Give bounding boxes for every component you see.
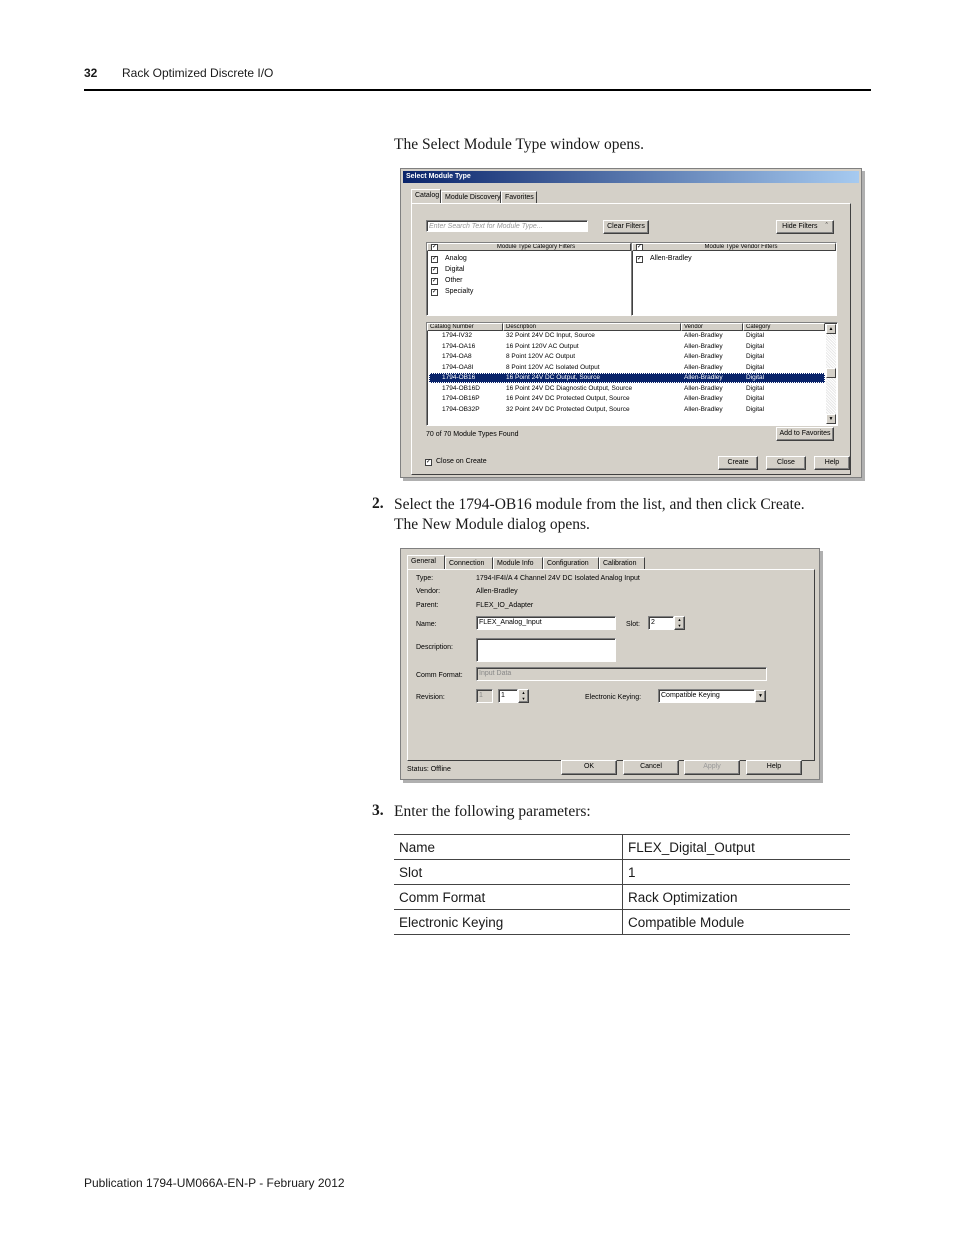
electronic-keying-label: Electronic Keying: — [585, 694, 642, 701]
add-to-favorites-button[interactable]: Add to Favorites — [776, 427, 834, 441]
chevron-down-icon[interactable]: ▼ — [755, 690, 766, 702]
category-specialty-checkbox[interactable]: ✓ — [432, 289, 438, 295]
vendor-allen-bradley-checkbox[interactable]: ✓ — [637, 256, 643, 262]
name-input[interactable]: FLEX_Analog_Input — [476, 616, 616, 630]
parent-value: FLEX_IO_Adapter — [476, 602, 534, 609]
intro-text: The Select Module Type window opens. — [394, 136, 645, 153]
param-name: Slot — [394, 860, 623, 885]
table-row-selected[interactable]: 1794-OB16 16 Point 24V DC Output, Source Allen-Bradley Digital — [429, 373, 825, 383]
window-title: Select Module Type — [403, 171, 859, 183]
scroll-thumb[interactable] — [826, 368, 836, 378]
footer-publication: Publication 1794-UM066A-EN-P - February 2012 — [84, 1176, 345, 1190]
param-value: 1 — [623, 860, 851, 885]
param-name: Comm Format — [394, 885, 623, 910]
step-2-line-2: The New Module dialog opens. — [394, 516, 590, 533]
cancel-button[interactable]: Cancel — [623, 760, 679, 775]
table-row — [394, 910, 850, 935]
table-row — [394, 885, 850, 910]
tab-catalog[interactable]: Catalog — [411, 189, 441, 203]
general-panel — [407, 569, 815, 761]
hide-filters-label: Hide Filters — [782, 223, 818, 230]
clear-filters-button[interactable]: Clear Filters — [603, 220, 649, 234]
vendor-label: Vendor: — [416, 588, 441, 595]
type-value: 1794-IF4I/A 4 Channel 24V DC Isolated Analog Input — [476, 575, 640, 582]
col-vendor[interactable]: Vendor — [681, 323, 743, 331]
table-row[interactable]: 1794-OB32P 32 Point 24V DC Protected Output, Source Allen-Bradley Digital — [442, 405, 765, 413]
close-on-create-checkbox[interactable]: ✓ — [426, 459, 432, 465]
table-row[interactable]: 1794-OA8I 8 Point 120V AC Isolated Output Allen-Bradley Digital — [442, 363, 765, 371]
help-button[interactable]: Help — [746, 760, 802, 775]
spin-up-icon: ▲ — [677, 617, 682, 622]
slot-label: Slot: — [626, 621, 641, 628]
hide-filters-button[interactable] — [776, 220, 834, 234]
table-row[interactable]: 1794-OA16 16 Point 120V AC Output Allen-Bradley Digital — [442, 342, 765, 350]
help-button[interactable]: Help — [814, 456, 850, 470]
found-count: 70 of 70 Module Types Found — [426, 431, 519, 438]
step-2-line-1: Select the 1794-OB16 module from the list, and then click Create. — [394, 496, 805, 513]
module-list-scrollbar[interactable] — [826, 324, 836, 424]
search-input[interactable]: Enter Search Text for Module Type... — [426, 220, 588, 232]
step-3-number: 3. — [372, 802, 384, 819]
ok-button[interactable]: OK — [561, 760, 617, 775]
vendor-filter-list — [631, 242, 837, 316]
table-row[interactable]: 1794-OB16P 16 Point 24V DC Protected Output, Source Allen-Bradley Digital — [442, 395, 765, 402]
select-module-type-window — [400, 168, 862, 478]
spin-up-icon: ▲ — [521, 690, 526, 695]
vendor-filter-header: Module Type Vendor Filters — [632, 243, 836, 251]
comm-format-select[interactable]: Input Data — [476, 667, 767, 681]
table-row — [394, 835, 850, 860]
category-other-checkbox[interactable]: ✓ — [432, 278, 438, 284]
scroll-down-icon[interactable]: ▼ — [826, 414, 836, 424]
tab-configuration[interactable]: Configuration — [543, 557, 599, 569]
status-text: Status: Offline — [407, 766, 451, 773]
tab-calibration[interactable]: Calibration — [599, 557, 645, 569]
module-type-list — [426, 322, 838, 426]
category-filter-header: Module Type Category Filters — [427, 243, 631, 251]
table-row[interactable]: 1794-IV32 32 Point 24V DC Input, Source Allen-Bradley Digital — [442, 332, 765, 339]
tab-module-info[interactable]: Module Info — [493, 557, 543, 569]
new-module-dialog — [400, 548, 820, 780]
col-catalog-number[interactable]: Catalog Number — [427, 323, 503, 331]
description-input[interactable] — [476, 638, 616, 662]
parent-label: Parent: — [416, 602, 439, 609]
create-button[interactable]: Create — [718, 456, 758, 470]
description-label: Description: — [416, 644, 453, 651]
spin-down-icon: ▼ — [521, 696, 526, 701]
tab-favorites[interactable]: Favorites — [501, 191, 537, 203]
col-description[interactable]: Description — [503, 323, 681, 331]
category-other-label: Other — [445, 277, 463, 284]
category-filter-list — [426, 242, 632, 316]
tab-module-discovery[interactable]: Module Discovery — [441, 191, 501, 203]
running-header: Rack Optimized Discrete I/O — [122, 66, 274, 80]
param-value: FLEX_Digital_Output — [623, 835, 851, 860]
category-specialty-label: Specialty — [445, 288, 474, 295]
scroll-up-icon[interactable]: ▲ — [826, 324, 836, 334]
apply-button[interactable]: Apply — [684, 760, 740, 775]
step-2-number: 2. — [372, 495, 384, 512]
type-label: Type: — [416, 575, 434, 582]
slot-stepper[interactable] — [674, 616, 685, 630]
spin-down-icon: ▼ — [677, 623, 682, 628]
category-select-all-checkbox[interactable]: ✓ — [432, 244, 438, 250]
param-name: Electronic Keying — [394, 910, 623, 935]
close-button[interactable]: Close — [766, 456, 806, 470]
table-row — [394, 860, 850, 885]
param-value: Rack Optimization — [623, 885, 851, 910]
parameters-table — [394, 834, 850, 935]
chevron-up-icon: ˆ — [825, 223, 828, 230]
category-analog-label: Analog — [445, 255, 467, 262]
revision-minor-input[interactable]: 1 — [498, 689, 518, 703]
param-name: Name — [394, 835, 623, 860]
table-row[interactable]: 1794-OA8 8 Point 120V AC Output Allen-Bradley Digital — [442, 353, 765, 360]
col-category[interactable]: Category — [743, 323, 825, 331]
category-analog-checkbox[interactable]: ✓ — [432, 256, 438, 262]
close-on-create-label: Close on Create — [436, 458, 487, 465]
tab-connection[interactable]: Connection — [445, 557, 493, 569]
table-row[interactable]: 1794-OB16D 16 Point 24V DC Diagnostic Output, Source Allen-Bradley Digital — [442, 384, 765, 392]
vendor-value: Allen-Bradley — [476, 588, 518, 595]
name-label: Name: — [416, 621, 437, 628]
revision-label: Revision: — [416, 694, 445, 701]
revision-major-input[interactable]: 1 — [476, 689, 493, 703]
electronic-keying-select[interactable]: Compatible Keying — [658, 689, 755, 703]
param-value: Compatible Module — [623, 910, 851, 935]
category-digital-label: Digital — [445, 266, 465, 273]
page-number: 32 — [84, 66, 98, 80]
header-rule — [84, 89, 871, 91]
step-3-text: Enter the following parameters: — [394, 803, 591, 820]
revision-stepper[interactable] — [518, 689, 529, 703]
vendor-select-all-checkbox[interactable]: ✓ — [637, 244, 643, 250]
tab-general[interactable]: General — [407, 555, 445, 569]
comm-format-label: Comm Format: — [416, 672, 463, 679]
category-digital-checkbox[interactable]: ✓ — [432, 267, 438, 273]
vendor-allen-bradley-label: Allen-Bradley — [650, 255, 692, 262]
slot-input[interactable]: 2 — [648, 616, 674, 630]
